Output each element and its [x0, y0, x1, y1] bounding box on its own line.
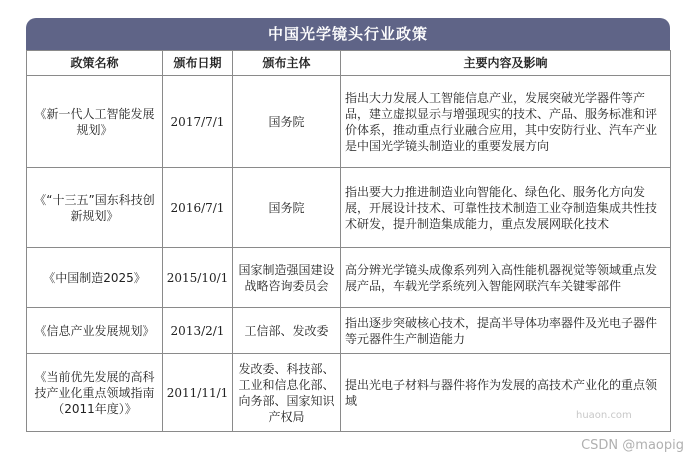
issuer: 国务院	[233, 168, 341, 248]
issuer: 国务院	[233, 76, 341, 168]
table-title: 中国光学镜头行业政策	[26, 18, 670, 50]
policy-content: 提出光电子材料与器件将作为发展的高技术产业化的重点领域	[341, 354, 671, 432]
policy-name: 《当前优先发展的高科技产业化重点领域指南（2011年度）》	[27, 354, 163, 432]
policy-name: 《中国制造2025》	[27, 248, 163, 308]
issuer: 工信部、发改委	[233, 308, 341, 354]
policy-content: 高分辨光学镜头成像系列列入高性能机器视觉等领域重点发展产品，车载光学系统列入智能网联汽车关键零部件	[341, 248, 671, 308]
policy-content: 指出逐步突破核心技术，提高半导体功率器件及光电子器件等元器件生产制造能力	[341, 308, 671, 354]
csdn-watermark: CSDN @maopig	[581, 438, 684, 453]
header-issuer: 颁布主体	[233, 51, 341, 76]
policy-content: 指出大力发展人工智能信息产业，发展突破光学器件等产品，建立虚拟显示与增强现实的技术、产品、服务标准和评价体系，推动重点行业融合应用，其中安防行业、汽车产业是中国光学镜头制造业的重要发展方向	[341, 76, 671, 168]
policy-content: 指出要大力推进制造业向智能化、绿色化、服务化方向发展，开展设计技术、可靠性技术制造工业夺制造集成共性技术研发，提升制造集成能力，重点发展网联化技术	[341, 168, 671, 248]
issue-date: 2016/7/1	[163, 168, 233, 248]
table-row	[27, 168, 671, 248]
issuer: 发改委、科技部、工业和信息化部、向务部、国家知识产权局	[233, 354, 341, 432]
table-header-row	[27, 51, 671, 76]
policy-name: 《“十三五”国东科技创新规划》	[27, 168, 163, 248]
table-row	[27, 308, 671, 354]
table-row	[27, 248, 671, 308]
issue-date: 2017/7/1	[163, 76, 233, 168]
policy-name: 《信息产业发展规划》	[27, 308, 163, 354]
header-policy-name: 政策名称	[27, 51, 163, 76]
policy-name: 《新一代人工智能发展规划》	[27, 76, 163, 168]
header-issue-date: 颁布日期	[163, 51, 233, 76]
issue-date: 2013/2/1	[163, 308, 233, 354]
policy-table-container	[26, 18, 670, 432]
header-content: 主要内容及影响	[341, 51, 671, 76]
source-watermark: huaon.com	[576, 410, 632, 421]
table-row	[27, 76, 671, 168]
issue-date: 2011/11/1	[163, 354, 233, 432]
issue-date: 2015/10/1	[163, 248, 233, 308]
policy-table	[26, 50, 671, 432]
table-row	[27, 354, 671, 432]
issuer: 国家制造强国建设战略咨询委员会	[233, 248, 341, 308]
